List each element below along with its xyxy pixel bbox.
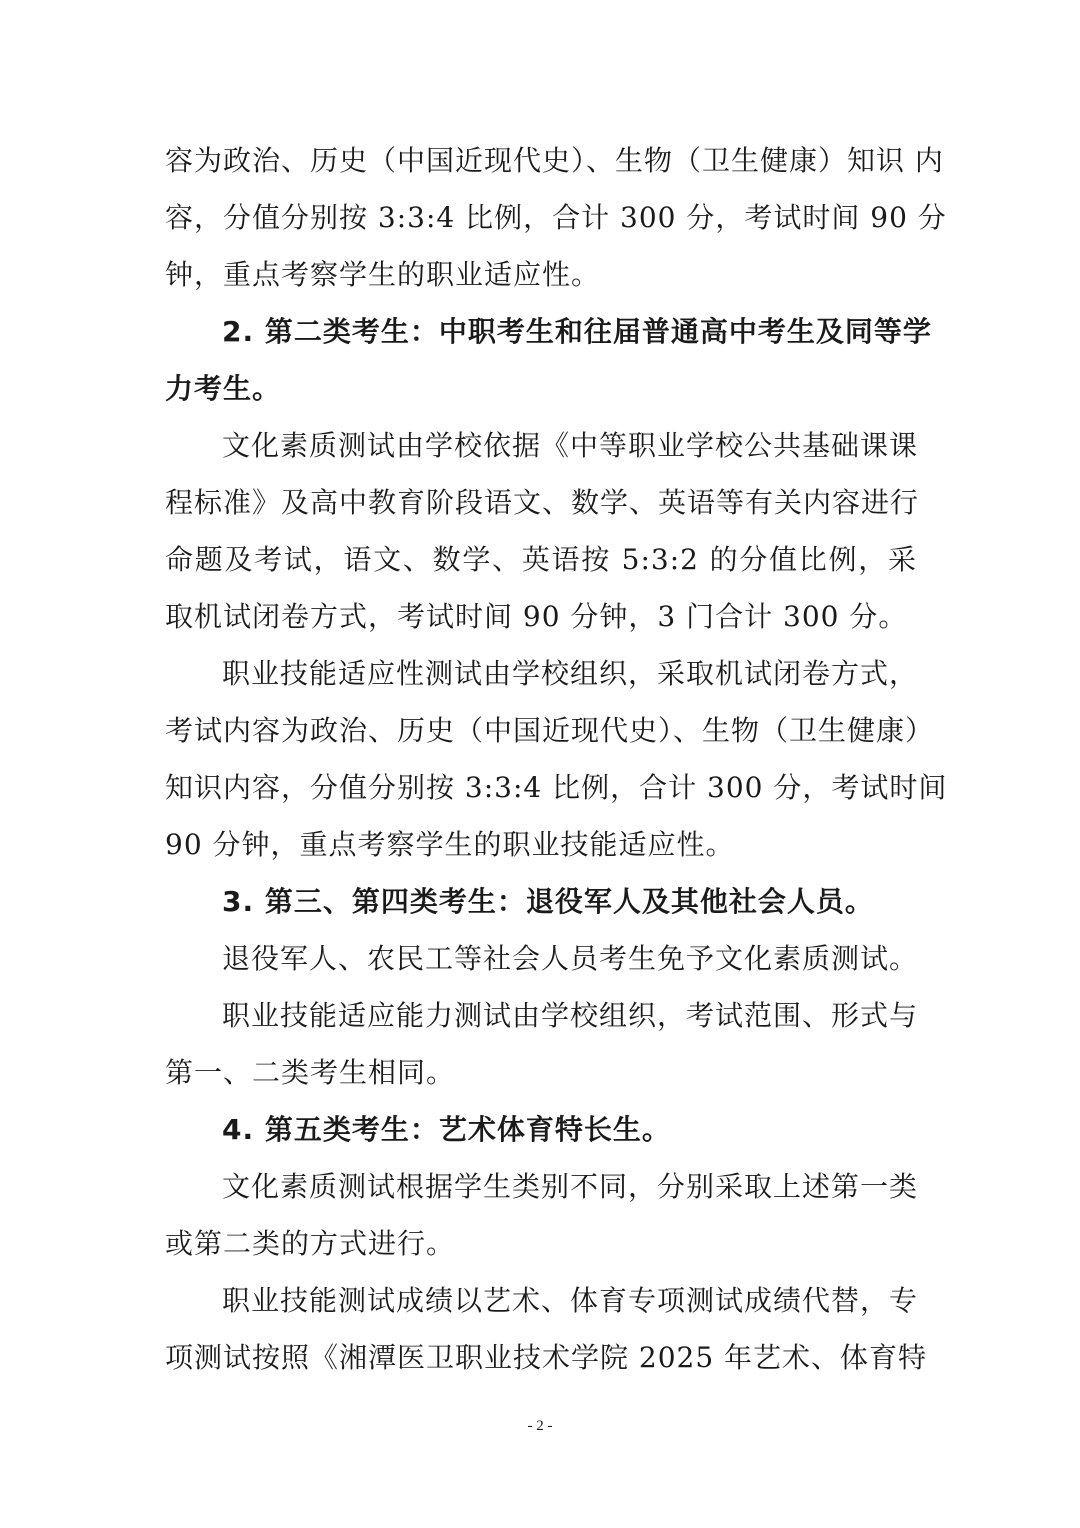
- section-heading-3: 3. 第三、第四类考生：退役军人及其他社会人员。: [222, 885, 874, 918]
- body-text-line: 第一、二类考生相同。: [165, 1056, 456, 1089]
- section-heading-2: 2. 第二类考生：中职考生和往届普通高中考生及同等学: [222, 315, 932, 348]
- body-text-line: 90 分钟，重点考察学生的职业技能适应性。: [165, 828, 735, 861]
- body-text-line: 程标准》及高中教育阶段语文、数学、英语等有关内容进行: [165, 486, 920, 519]
- section-heading-4: 4. 第五类考生：艺术体育特长生。: [222, 1113, 671, 1146]
- body-text-line: 知识内容，分值分别按 3:3:4 比例，合计 300 分，考试时间: [165, 771, 948, 804]
- body-text-line: 考试内容为政治、历史（中国近现代史）、生物（卫生健康）: [165, 714, 935, 747]
- body-text-line: 容，分值分别按 3:3:4 比例，合计 300 分，考试时间 90 分: [165, 201, 947, 234]
- body-text-line: 职业技能适应性测试由学校组织，采取机试闭卷方式，: [222, 657, 919, 690]
- body-text-line: 文化素质测试由学校依据《中等职业学校公共基础课课: [222, 429, 919, 462]
- body-text-line: 命题及考试，语文、数学、英语按 5:3:2 的分值比例，采: [165, 543, 917, 576]
- body-text-line: 职业技能测试成绩以艺术、体育专项测试成绩代替，专: [222, 1284, 919, 1317]
- body-text-line: 退役军人、农民工等社会人员考生免予文化素质测试。: [222, 942, 919, 975]
- body-text-line: 项测试按照《湘潭医卫职业技术学院 2025 年艺术、体育特: [165, 1341, 928, 1374]
- body-text-line: 钟，重点考察学生的职业适应性。: [165, 258, 601, 291]
- page-number: - 2 -: [527, 1418, 553, 1434]
- body-text-line: 文化素质测试根据学生类别不同，分别采取上述第一类: [222, 1170, 919, 1203]
- body-text-line: 取机试闭卷方式，考试时间 90 分钟，3 门合计 300 分。: [165, 600, 908, 633]
- body-text-line: 职业技能适应能力测试由学校组织，考试范围、形式与: [222, 999, 919, 1032]
- body-text-line: 或第二类的方式进行。: [165, 1227, 456, 1260]
- section-heading-2-cont: 力考生。: [165, 372, 282, 405]
- body-text-line: 容为政治、历史（中国近现代史）、生物（卫生健康）知识 内: [165, 144, 944, 177]
